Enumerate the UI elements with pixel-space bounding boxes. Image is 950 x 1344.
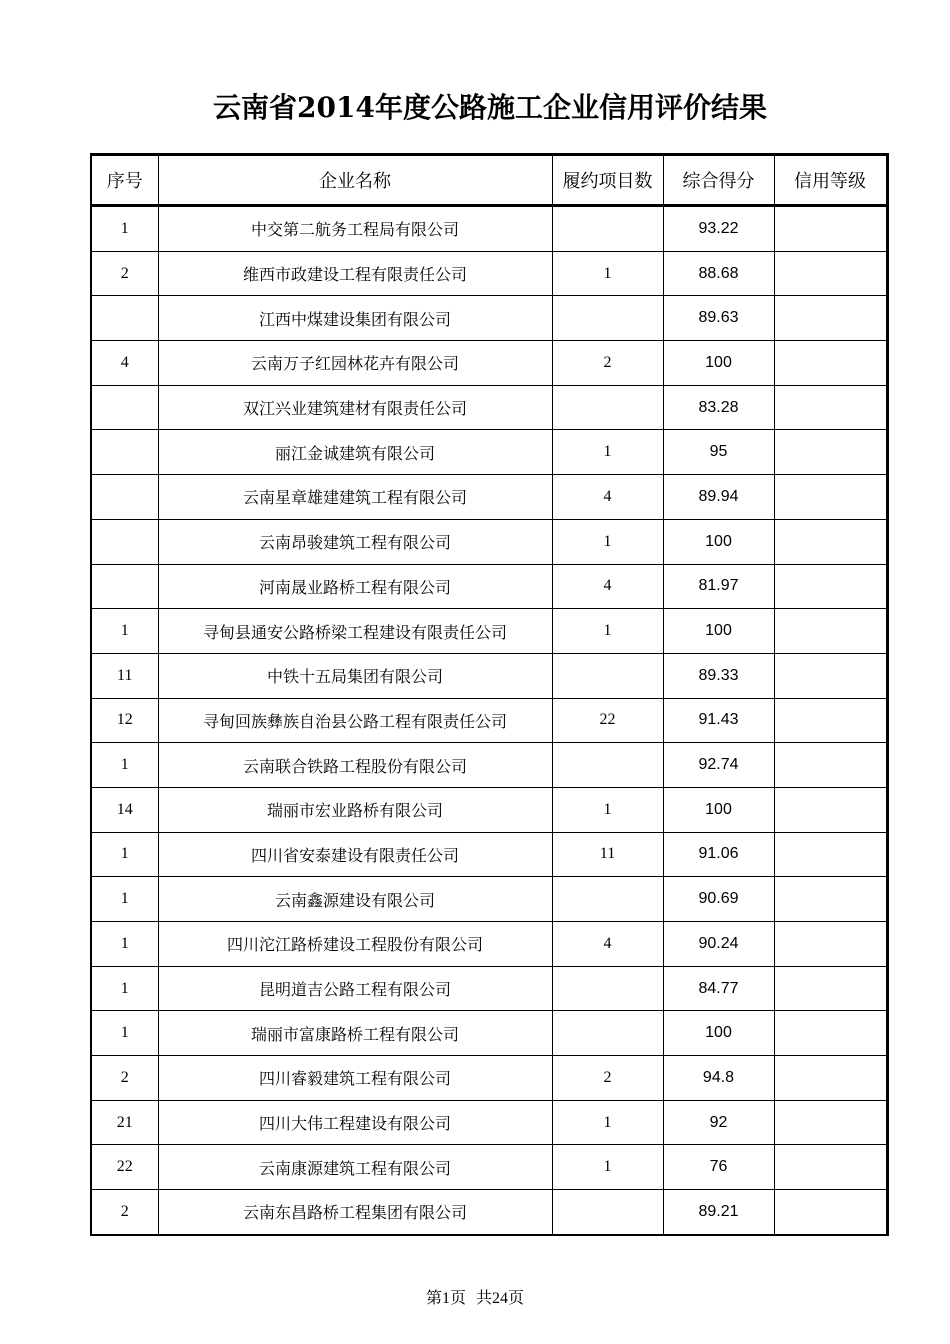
header-company-name: 企业名称 <box>158 155 552 206</box>
table-row <box>91 296 887 341</box>
cell-company-name: 云南康源建筑工程有限公司 <box>158 1145 552 1190</box>
table-row <box>91 698 887 743</box>
cell-total-score: 91.43 <box>663 698 774 743</box>
cell-total-score: 100 <box>663 341 774 386</box>
cell-credit-grade <box>774 698 887 743</box>
table-row <box>91 251 887 296</box>
cell-credit-grade <box>774 251 887 296</box>
table-body <box>91 206 887 1235</box>
cell-company-name: 云南昂骏建筑工程有限公司 <box>158 519 552 564</box>
table-row <box>91 832 887 877</box>
cell-total-score: 91.06 <box>663 832 774 877</box>
cell-company-name: 云南东昌路桥工程集团有限公司 <box>158 1190 552 1235</box>
cell-project-count <box>552 1011 663 1056</box>
cell-credit-grade <box>774 832 887 877</box>
cell-project-count: 1 <box>552 430 663 475</box>
table-row <box>91 341 887 386</box>
cell-project-count <box>552 653 663 698</box>
cell-credit-grade <box>774 1100 887 1145</box>
cell-credit-grade <box>774 341 887 386</box>
table-row <box>91 653 887 698</box>
cell-serial-no: 1 <box>91 922 158 967</box>
cell-project-count <box>552 877 663 922</box>
cell-project-count <box>552 206 663 252</box>
cell-total-score: 84.77 <box>663 966 774 1011</box>
page-footer <box>0 1285 950 1308</box>
cell-credit-grade <box>774 1145 887 1190</box>
cell-project-count <box>552 966 663 1011</box>
cell-project-count <box>552 296 663 341</box>
page-total: 共24页 <box>476 1290 525 1307</box>
cell-company-name: 瑞丽市宏业路桥有限公司 <box>158 787 552 832</box>
table-row <box>91 877 887 922</box>
cell-project-count: 4 <box>552 475 663 520</box>
cell-credit-grade <box>774 296 887 341</box>
cell-project-count <box>552 743 663 788</box>
cell-project-count: 22 <box>552 698 663 743</box>
cell-project-count: 1 <box>552 1145 663 1190</box>
cell-credit-grade <box>774 385 887 430</box>
cell-total-score: 94.8 <box>663 1056 774 1101</box>
cell-company-name: 河南晟业路桥工程有限公司 <box>158 564 552 609</box>
cell-company-name: 四川大伟工程建设有限公司 <box>158 1100 552 1145</box>
cell-company-name: 维西市政建设工程有限责任公司 <box>158 251 552 296</box>
table-row <box>91 787 887 832</box>
cell-serial-no: 4 <box>91 341 158 386</box>
cell-credit-grade <box>774 206 887 252</box>
cell-company-name: 双江兴业建筑建材有限责任公司 <box>158 385 552 430</box>
cell-credit-grade <box>774 430 887 475</box>
cell-serial-no: 1 <box>91 609 158 654</box>
cell-total-score: 76 <box>663 1145 774 1190</box>
table-row <box>91 519 887 564</box>
cell-serial-no <box>91 475 158 520</box>
cell-company-name: 四川睿毅建筑工程有限公司 <box>158 1056 552 1101</box>
cell-total-score: 81.97 <box>663 564 774 609</box>
cell-total-score: 90.24 <box>663 922 774 967</box>
cell-serial-no <box>91 564 158 609</box>
cell-company-name: 丽江金诚建筑有限公司 <box>158 430 552 475</box>
cell-serial-no <box>91 430 158 475</box>
cell-credit-grade <box>774 1011 887 1056</box>
cell-credit-grade <box>774 1056 887 1101</box>
cell-total-score: 89.63 <box>663 296 774 341</box>
cell-company-name: 云南联合铁路工程股份有限公司 <box>158 743 552 788</box>
cell-serial-no: 1 <box>91 877 158 922</box>
table-row <box>91 1100 887 1145</box>
cell-project-count <box>552 385 663 430</box>
cell-total-score: 100 <box>663 787 774 832</box>
cell-credit-grade <box>774 519 887 564</box>
cell-company-name: 瑞丽市富康路桥工程有限公司 <box>158 1011 552 1056</box>
table-row <box>91 1190 887 1235</box>
cell-company-name: 云南星章雄建建筑工程有限公司 <box>158 475 552 520</box>
cell-total-score: 89.21 <box>663 1190 774 1235</box>
header-credit-grade: 信用等级 <box>774 155 887 206</box>
table-row <box>91 1145 887 1190</box>
cell-serial-no: 1 <box>91 966 158 1011</box>
cell-project-count: 1 <box>552 1100 663 1145</box>
header-serial-no: 序号 <box>91 155 158 206</box>
cell-serial-no: 2 <box>91 251 158 296</box>
cell-serial-no: 1 <box>91 206 158 252</box>
cell-company-name: 云南万子红园林花卉有限公司 <box>158 341 552 386</box>
cell-serial-no: 22 <box>91 1145 158 1190</box>
cell-project-count: 1 <box>552 251 663 296</box>
cell-serial-no: 1 <box>91 832 158 877</box>
header-total-score: 综合得分 <box>663 155 774 206</box>
cell-project-count: 2 <box>552 341 663 386</box>
cell-project-count: 2 <box>552 1056 663 1101</box>
page-number: 第1页 <box>425 1290 466 1307</box>
cell-total-score: 93.22 <box>663 206 774 252</box>
cell-credit-grade <box>774 966 887 1011</box>
table-row <box>91 1056 887 1101</box>
cell-company-name: 昆明道吉公路工程有限公司 <box>158 966 552 1011</box>
cell-total-score: 83.28 <box>663 385 774 430</box>
cell-company-name: 寻甸回族彝族自治县公路工程有限责任公司 <box>158 698 552 743</box>
cell-serial-no: 21 <box>91 1100 158 1145</box>
cell-company-name: 中铁十五局集团有限公司 <box>158 653 552 698</box>
cell-serial-no: 2 <box>91 1056 158 1101</box>
table-row <box>91 206 887 252</box>
table-header-row <box>91 155 887 206</box>
cell-project-count: 4 <box>552 922 663 967</box>
table-row <box>91 966 887 1011</box>
cell-serial-no: 14 <box>91 787 158 832</box>
cell-company-name: 四川沱江路桥建设工程股份有限公司 <box>158 922 552 967</box>
header-project-count: 履约项目数 <box>552 155 663 206</box>
cell-company-name: 江西中煤建设集团有限公司 <box>158 296 552 341</box>
cell-project-count <box>552 1190 663 1235</box>
credit-rating-table <box>90 153 889 1236</box>
cell-total-score: 88.68 <box>663 251 774 296</box>
cell-serial-no <box>91 519 158 564</box>
cell-credit-grade <box>774 787 887 832</box>
cell-total-score: 89.33 <box>663 653 774 698</box>
cell-total-score: 92 <box>663 1100 774 1145</box>
table-row <box>91 743 887 788</box>
cell-total-score: 90.69 <box>663 877 774 922</box>
cell-credit-grade <box>774 609 887 654</box>
table-row <box>91 475 887 520</box>
cell-company-name: 四川省安泰建设有限责任公司 <box>158 832 552 877</box>
cell-serial-no: 12 <box>91 698 158 743</box>
cell-serial-no: 1 <box>91 743 158 788</box>
cell-credit-grade <box>774 922 887 967</box>
table-row <box>91 922 887 967</box>
cell-credit-grade <box>774 743 887 788</box>
cell-serial-no: 1 <box>91 1011 158 1056</box>
cell-project-count: 11 <box>552 832 663 877</box>
cell-serial-no: 11 <box>91 653 158 698</box>
table-row <box>91 564 887 609</box>
cell-project-count: 4 <box>552 564 663 609</box>
cell-project-count: 1 <box>552 609 663 654</box>
cell-project-count: 1 <box>552 787 663 832</box>
table-row <box>91 1011 887 1056</box>
cell-total-score: 100 <box>663 609 774 654</box>
table-row <box>91 430 887 475</box>
cell-total-score: 95 <box>663 430 774 475</box>
cell-credit-grade <box>774 653 887 698</box>
cell-total-score: 100 <box>663 1011 774 1056</box>
cell-credit-grade <box>774 564 887 609</box>
cell-credit-grade <box>774 877 887 922</box>
cell-serial-no <box>91 385 158 430</box>
cell-credit-grade <box>774 1190 887 1235</box>
cell-company-name: 云南鑫源建设有限公司 <box>158 877 552 922</box>
cell-company-name: 中交第二航务工程局有限公司 <box>158 206 552 252</box>
cell-project-count: 1 <box>552 519 663 564</box>
cell-serial-no: 2 <box>91 1190 158 1235</box>
cell-total-score: 100 <box>663 519 774 564</box>
document-title: 云南省2014年度公路施工企业信用评价结果 <box>213 91 767 124</box>
table-row <box>91 385 887 430</box>
table-row <box>91 609 887 654</box>
cell-serial-no <box>91 296 158 341</box>
cell-total-score: 89.94 <box>663 475 774 520</box>
cell-company-name: 寻甸县通安公路桥梁工程建设有限责任公司 <box>158 609 552 654</box>
cell-credit-grade <box>774 475 887 520</box>
cell-total-score: 92.74 <box>663 743 774 788</box>
